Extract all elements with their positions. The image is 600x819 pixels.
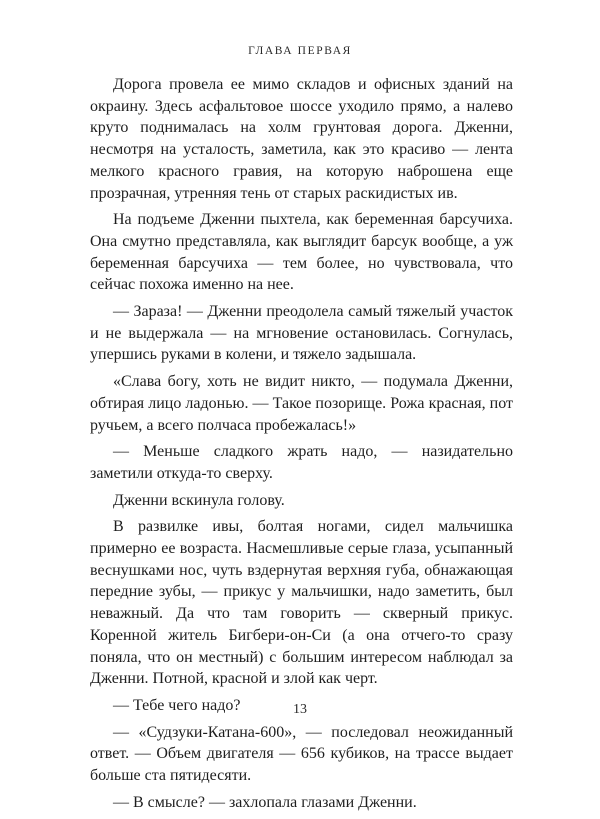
paragraph: Дорога провела ее мимо складов и офисных зданий на окраину. Здесь асфальтовое шоссе уходило прямо, а налево круто поднималась на холм грунтовая дорога. Дженни, несмотря на усталость, заметила, как это красиво — лента мелкого красного гравия, на которую наброшена еще прозрачная, утренняя тень от старых раскидистых ив.: [90, 76, 513, 202]
paragraph: — «Судзуки-Катана-600», — последовал неожиданный ответ. — Объем двигателя — 656 кубиков, на трассе выдает больше ста пятидесяти.: [90, 723, 513, 785]
page-number: 13: [293, 702, 307, 717]
paragraph: На подъеме Дженни пыхтела, как беременная барсучиха. Она смутно представляла, как выглядит барсук вообще, а уж беременная барсучиха — тем более, но чувствовала, что сейчас похожа именно на нее.: [90, 211, 513, 294]
paragraph: «Слава богу, хоть не видит никто, — подумала Дженни, обтирая лицо ладонью. — Такое позорище. Рожа красная, пот ручьем, а всего полчаса пробежалась!»: [90, 373, 513, 434]
paragraph: В развилке ивы, болтая ногами, сидел мальчишка примерно ее возраста. Насмешливые серые глаза, усыпанный веснушками нос, чуть вздернутая верхняя губа, обнажающая передние зубы, — прикус у мальчишки, надо заметить, был неважный. Да что там говорить — скверный прикус. Коренной житель Бигбери-он-Си (а она отчего-то сразу поняла, что он местный) с большим интересом наблюдал за Дженни. Потной, красной и злой как черт.: [90, 518, 513, 688]
paragraph: — Меньше сладкого жрать надо, — назидательно заметили откуда-то сверху.: [90, 443, 513, 482]
chapter-running-head: ГЛАВА ПЕРВАЯ: [248, 45, 352, 57]
paragraph: — Зараза! — Дженни преодолела самый тяжелый участок и не выдержала — на мгновение остановилась. Согнулась, упершись руками в колени, и тяжело задышала.: [90, 303, 513, 364]
paragraph: — В смысле? — захлопала глазами Дженни.: [113, 793, 417, 811]
paragraph: — Тебе чего надо?: [113, 696, 241, 714]
paragraph: Дженни вскинула голову.: [113, 491, 285, 509]
